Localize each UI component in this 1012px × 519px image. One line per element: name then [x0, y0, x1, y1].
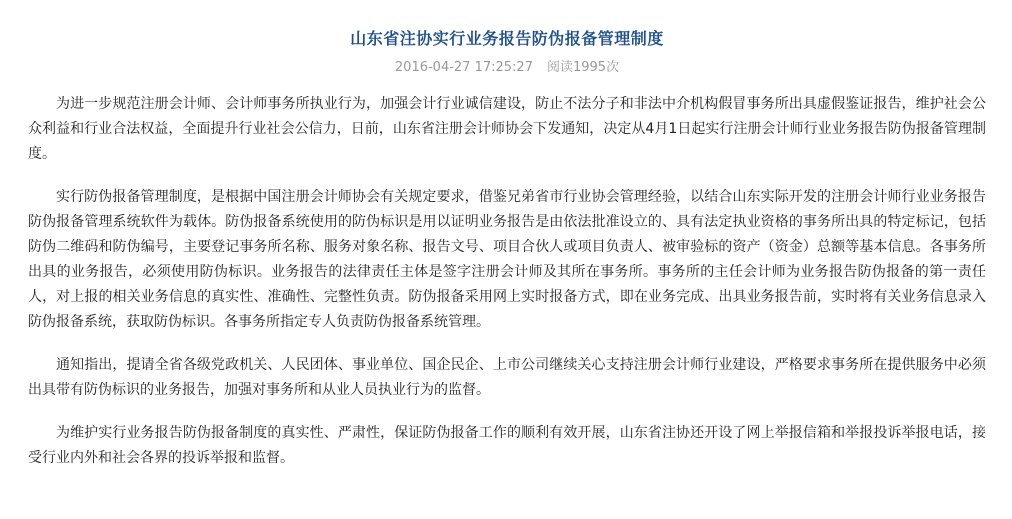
article-paragraph: 实行防伪报备管理制度，是根据中国注册会计师协会有关规定要求，借鉴兄弟省市行业协会管理经验，以结合山东实际开发的注册会计师行业业务报告防伪报备管理系统软件为载体。防伪报备系统使用的防伪标识是用以证明业务报告是由依法批准设立的、具有法定执业资格的事务所出具的特定标记，包括防伪二维码和防伪编号，主要登记事务所名称、服务对象名称、报告文号、项目合伙人或项目负责人、被审验标的资产（资金）总额等基本信息。各事务所出具的业务报告，必须使用防伪标识。业务报告的法律责任主体是签字注册会计师及其所在事务所。事务所的主任会计师为业务报告防伪报备的第一责任人，对上报的相关业务信息的真实性、准确性、完整性负责。防伪报备采用网上实时报备方式，即在业务完成、出具业务报告前，实时将有关业务信息录入防伪报备系统，获取防伪标识。各事务所指定专人负责防伪报备系统管理。	[28, 189, 986, 330]
article-title: 山东省注协实行业务报告防伪报备管理制度	[350, 29, 664, 48]
article-paragraph: 为维护实行业务报告防伪报备制度的真实性、严肃性，保证防伪报备工作的顺利有效开展，山东省注协还开设了网上举报信箱和举报投诉举报电话，接受行业内外和社会各界的投诉举报和监督。	[28, 425, 986, 466]
article-paragraph: 通知指出，提请全省各级党政机关、人民团体、事业单位、国企民企、上市公司继续关心支持注册会计师行业建设，严格要求事务所在提供服务中必须出具带有防伪标识的业务报告，加强对事务所和从业人员执业行为的监督。	[28, 357, 986, 398]
publish-date: 2016-04-27 17:25:27	[394, 60, 533, 75]
view-count: 阅读1995次	[546, 60, 620, 75]
article-meta	[28, 58, 986, 78]
article-body	[28, 92, 986, 471]
article-paragraph: 为进一步规范注册会计师、会计师事务所执业行为，加强会计行业诚信建设，防止不法分子和非法中介机构假冒事务所出具虚假鉴证报告，维护社会公众利益和行业合法权益，全面提升行业社会公信力，日前，山东省注册会计师协会下发通知，决定从4月1日起实行注册会计师行业业务报告防伪报备管理制度。	[28, 96, 986, 162]
